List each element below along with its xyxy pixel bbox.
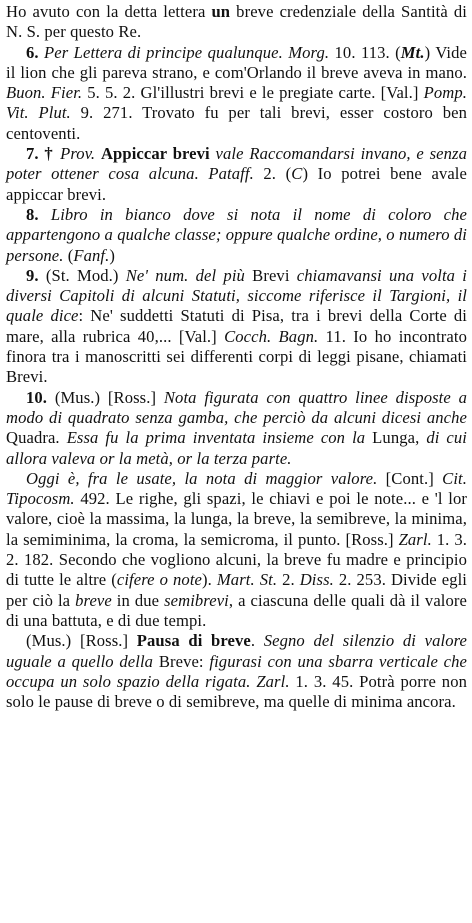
text-run: Prov. — [60, 144, 96, 164]
text-run: 6. — [26, 42, 45, 62]
text-run: Diss. — [299, 570, 334, 590]
text-run: 492. Le righe, gli spazi, le chiavi e poi le note... e 'l lor valore, cioè la massima, la lunga, la breve, la semibreve, la minima, la semiminima, la croma, la semicroma, il punto. [Ross.] — [6, 489, 467, 549]
text-run: Cit. Tipocosm. — [6, 468, 467, 509]
text-run: Zarl. — [398, 529, 432, 549]
text-run: Lunga, — [365, 428, 427, 448]
text-run: Buon. Fier. — [6, 83, 83, 103]
text-run: ) Vide il lion che gli pareva strano, e com'Orlando il breve aveva in mano. — [6, 42, 467, 82]
text-run: di cui allora valeva or la metà, or la terza parte. — [6, 428, 468, 468]
text-run: 2. — [277, 570, 300, 590]
text-run: (Mus.) [Ross.] — [26, 631, 137, 651]
text-run: ). — [202, 570, 217, 590]
text-run: Nota figurata con quattro linee disposte a modo di quadrato senza gamba, che perciò da alcuni dicesi anche — [6, 387, 468, 427]
text-run: cifere o note — [116, 570, 202, 590]
text-run: . — [250, 631, 264, 651]
text-run: 7. † — [26, 144, 61, 164]
text-run: ( — [63, 245, 74, 265]
text-run: un — [211, 2, 231, 21]
dictionary-paragraph — [6, 631, 467, 712]
text-run: 1. 3. 45. Potrà porre non solo le pause di breve o di semibreve, ma quelle di minima ancora. — [6, 671, 467, 712]
text-run: Libro in bianco dove si nota il nome di coloro che appartengono a qualche classe; oppure qualche ordine, o numero di persone. — [6, 204, 467, 265]
dictionary-paragraph — [6, 2, 467, 43]
text-run: Pausa di breve — [136, 631, 251, 651]
text-run: breve credenziale della Santità di N. S. per questo Re. — [6, 2, 467, 42]
dictionary-paragraph — [6, 469, 467, 631]
text-run: 5. 5. 2. Gl'illustri brevi e le pregiate carte. [Val.] — [82, 83, 424, 103]
text-run: Quadra. — [6, 428, 67, 448]
text-run: C — [291, 164, 303, 184]
text-run: 2. ( — [253, 164, 292, 184]
text-run: Mt. — [400, 42, 425, 62]
text-run: chiamavansi una volta i diversi Capitoli di alcuni Statuti, siccome riferisce il Targioni, il quale dice — [6, 265, 467, 326]
text-run: 10. — [26, 387, 55, 407]
text-run: 8. — [26, 204, 51, 224]
text-run: Essa fu la prima inventata insieme con la — [66, 428, 366, 448]
dictionary-paragraph — [6, 266, 467, 388]
text-run: Ho avuto con la detta lettera — [6, 2, 212, 21]
text-run: vale Raccomandarsi invano, e senza poter ottener cosa alcuna. Pataff. — [6, 144, 467, 184]
text-run: Cocch. Bagn. — [224, 326, 319, 346]
text-run: Appiccar brevi — [100, 144, 210, 164]
dictionary-paragraph — [6, 205, 467, 266]
text-run: ) Io potrei bene avale appiccar brevi. — [6, 164, 467, 204]
text-run: breve — [75, 590, 112, 610]
text-run: semibrevi — [164, 590, 229, 610]
text-run: Ne' num. del più — [125, 265, 245, 285]
text-run: Mart. St. — [216, 570, 278, 590]
text-run: Per Lettera di principe qualunque. Morg. — [44, 42, 330, 62]
text-run: 1. 3. 2. 182. Secondo che vogliono alcuni, la breve fu madre e principio di tutte le altre ( — [6, 529, 467, 590]
text-run: (St. Mod.) — [45, 265, 126, 285]
dictionary-paragraph — [6, 144, 467, 205]
text-run: Segno del silenzio di valore uguale a quello della — [6, 631, 467, 671]
text-run: , a ciascuna delle quali dà il valore di una battuta, e di due tempi. — [6, 590, 467, 630]
dictionary-paragraph — [6, 43, 467, 144]
text-run: 2. 253. Divide egli per ciò la — [6, 570, 468, 610]
text-run: [Cont.] — [377, 468, 443, 488]
text-run: in due — [111, 590, 165, 610]
text-run: 10. 113. ( — [329, 42, 401, 62]
text-run: Brevi — [244, 265, 297, 285]
text-run: : Ne' suddetti Statuti di Pisa, tra i brevi della Corte di mare, alla rubrica 40,... [Val.] — [6, 306, 467, 346]
text-run: 11. Io ho incontrato finora tra i manoscritti sei differenti corpi di leggi pisane, chiamati Brevi. — [6, 326, 467, 387]
text-run: Breve: — [153, 651, 210, 671]
text-run: Fanf. — [73, 245, 110, 265]
text-run: 9. 271. Trovato fu per tali brevi, esser costoro ben centoventi. — [6, 103, 467, 143]
text-run: Oggi è, fra le usate, la nota di maggior valore. — [26, 468, 378, 488]
text-run: ) — [109, 245, 116, 265]
dictionary-paragraph — [6, 388, 467, 469]
text-run: 9. — [26, 265, 46, 285]
text-run: figurasi con una sbarra verticale che occupa un solo spazio della rigata. Zarl. — [6, 651, 468, 691]
text-run: (Mus.) [Ross.] — [54, 387, 164, 407]
text-run: Pomp. Vit. Plut. — [6, 83, 467, 123]
